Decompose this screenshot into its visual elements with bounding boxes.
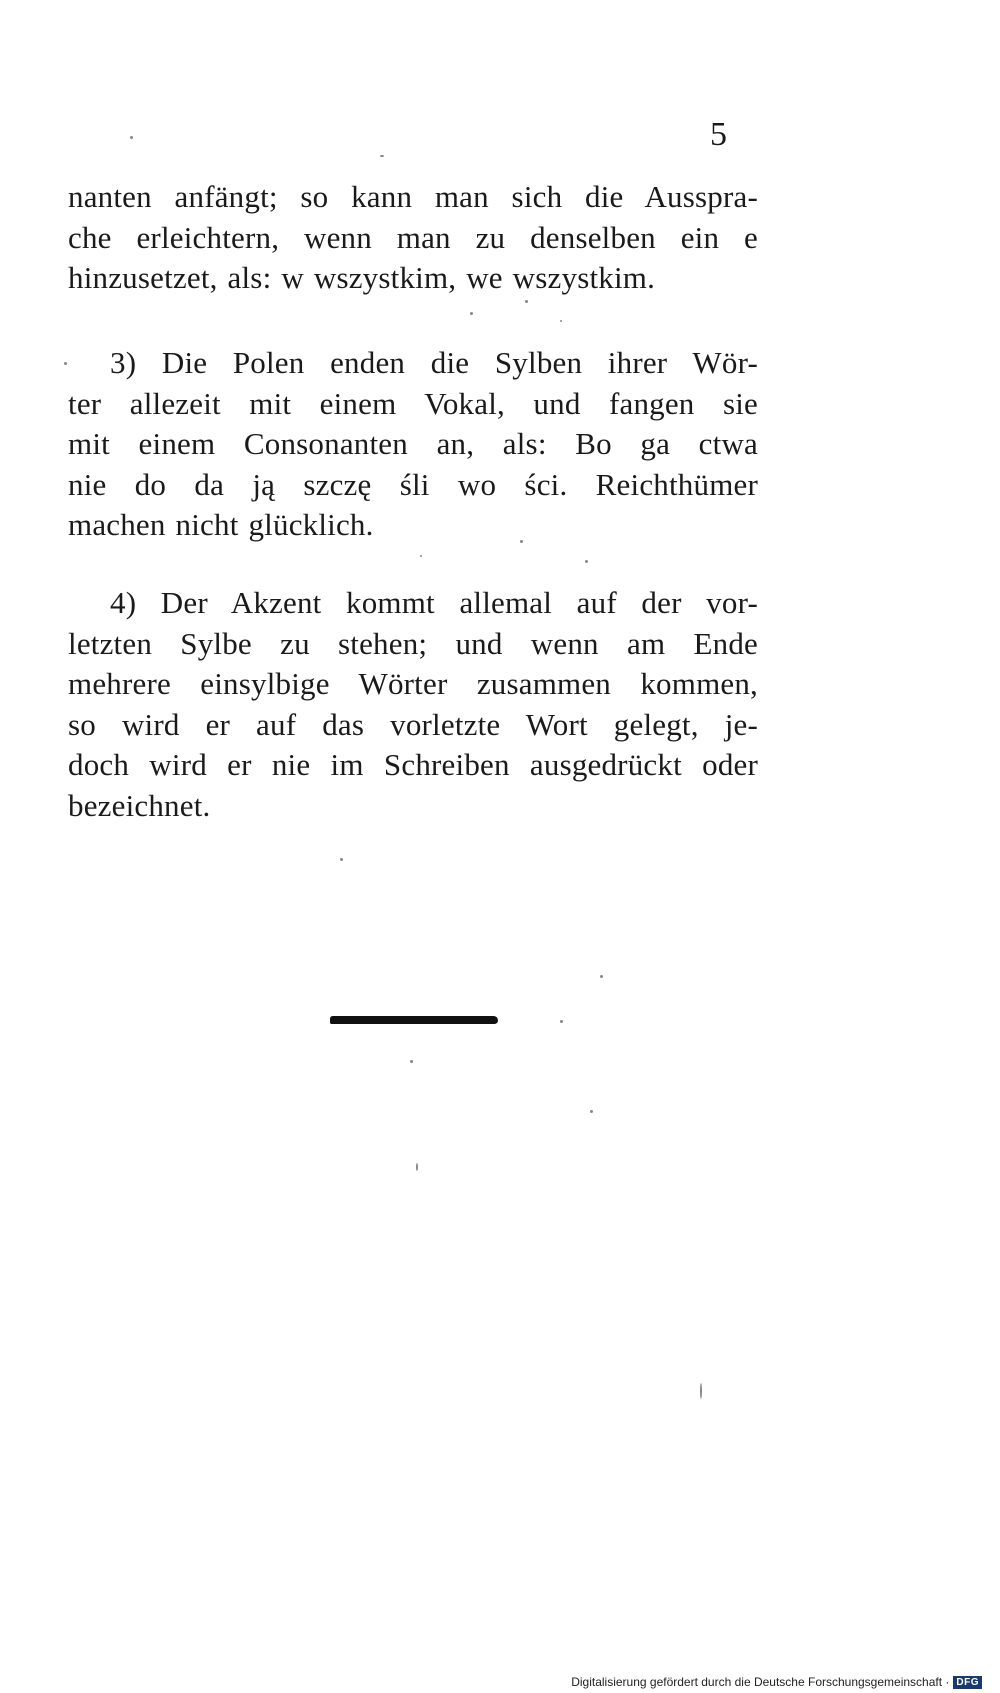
text-line: letzten Sylbe zu stehen; und wenn am Ende: [68, 625, 758, 661]
text-line: doch wird er nie im Schreiben ausgedrückt oder: [68, 747, 758, 782]
scan-speck: [520, 540, 523, 543]
text-line: so wird er auf das vorletzte Wort gelegt, je-: [68, 706, 758, 742]
text-line: 3) Die Polen enden die Sylben ihrer Wör-: [110, 345, 758, 380]
scan-speck: [560, 320, 562, 322]
credit-text: Digitalisierung gefördert durch die Deutsche Forschungsgemeinschaft ·: [571, 1675, 950, 1689]
scan-speck: [585, 560, 588, 563]
text-line: mehrere einsylbige Wörter zusammen kommen,: [68, 666, 758, 701]
text-line: mit einem Consonanten an, als: Bo ga ctwa: [68, 426, 758, 461]
scan-speck: [420, 555, 422, 557]
dfg-logo: DFG: [953, 1676, 982, 1689]
text-line: nanten anfängt; so kann man sich die Ausspra-: [68, 179, 758, 214]
section-end-rule: [330, 1016, 498, 1024]
paragraph-rule-3: [68, 343, 758, 546]
scan-speck: [560, 1020, 563, 1023]
text-line: hinzusetzet, als: w wszystkim, we wszystkim.: [68, 260, 656, 295]
paragraph-pronunciation: [68, 177, 758, 299]
page-number: 5: [710, 116, 727, 153]
text-line: nie do da ją szczę śli wo ści. Reichthümer: [68, 466, 758, 502]
scan-speck: [416, 1163, 418, 1171]
digitization-credit: [571, 1675, 982, 1689]
scan-speck: [590, 1110, 593, 1113]
text-line: che erleichtern, wenn man zu denselben ein e: [68, 219, 758, 255]
scan-speck: [410, 1060, 413, 1063]
scan-speck: [700, 1383, 702, 1399]
scan-speck: [340, 858, 343, 861]
text-line: 4) Der Akzent kommt allemal auf der vor-: [110, 585, 758, 620]
scan-speck: [64, 362, 67, 365]
scan-speck: [380, 155, 384, 157]
scan-speck: [525, 300, 528, 303]
text-line: bezeichnet.: [68, 787, 211, 823]
paragraph-rule-4: [68, 583, 758, 826]
text-line: machen nicht glücklich.: [68, 507, 374, 542]
scan-speck: [600, 975, 603, 978]
scan-speck: [470, 312, 473, 315]
text-line: ter allezeit mit einem Vokal, und fangen sie: [68, 385, 758, 421]
scan-speck: [130, 136, 133, 139]
